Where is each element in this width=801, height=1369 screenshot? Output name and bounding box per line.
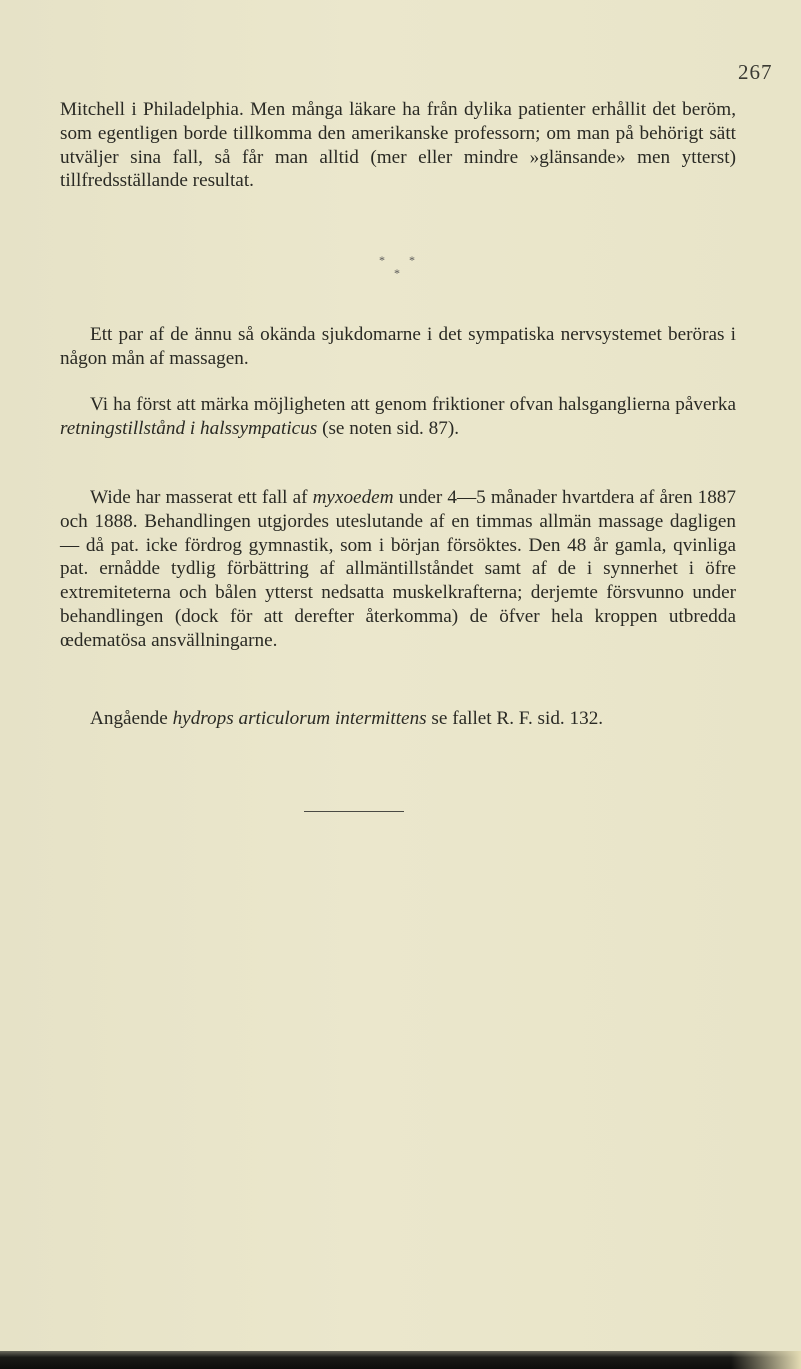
paragraph-hydrops bbox=[60, 707, 736, 731]
italic-term: hydrops articulorum intermittens bbox=[172, 708, 427, 729]
page-bottom-edge bbox=[0, 1351, 801, 1369]
paragraph-halsganglierna bbox=[60, 393, 736, 441]
separator-star: * bbox=[379, 253, 385, 267]
page-number: 267 bbox=[738, 60, 773, 84]
section-separator-stars bbox=[379, 254, 427, 284]
text-run: under 4—5 månader hvartdera af åren 1887 och 1888. Behandlingen utgjordes uteslutande af en timmas allmän massage dagligen — då pat. icke fördrog gymnastik, som i början försöktes. Den 48 år gamla, qvinliga pat. ernådde tydlig förbättring af allmäntillståndet samt af de i synnerhet i öfre extremiteterna och bålen ytterst nedsatta muskelkrafterna; derjemte försvunno under behandlingen (dock för att derefter återkomma) de öfver hela kroppen utbredda œdematösa ansvällningarne. bbox=[60, 487, 736, 651]
italic-term: myxoedem bbox=[312, 487, 394, 508]
text-run: (se noten sid. 87). bbox=[317, 417, 460, 439]
separator-star: * bbox=[409, 253, 415, 267]
paragraph-myxoedem bbox=[60, 486, 736, 653]
separator-star: * bbox=[394, 266, 400, 280]
text-run: Angående bbox=[90, 708, 173, 729]
text-run: se fallet R. F. sid. 132. bbox=[426, 708, 604, 729]
text-run: Wide har masserat ett fall af bbox=[90, 487, 313, 508]
section-end-rule bbox=[304, 811, 404, 812]
text-run: Vi ha först att märka möjligheten att genom friktioner ofvan halsganglierna påverka bbox=[90, 394, 736, 415]
paragraph-sympathetic-nervous-system: Ett par af de ännu så okända sjukdomarne i det sympatiska nervsystemet beröras i någon mån af massagen. bbox=[60, 324, 736, 369]
italic-term: retningstillstånd i halssympaticus bbox=[60, 417, 318, 439]
paragraph-mitchell: Mitchell i Philadelphia. Men många läkare ha från dylika patienter erhållit det beröm, som egentligen borde tillkomma den amerikanske professorn; om man på behörigt sätt utväljer sina fall, så får man alltid (mer eller mindre »glänsande» men ytterst) tillfredsställande resultat. bbox=[60, 99, 736, 192]
